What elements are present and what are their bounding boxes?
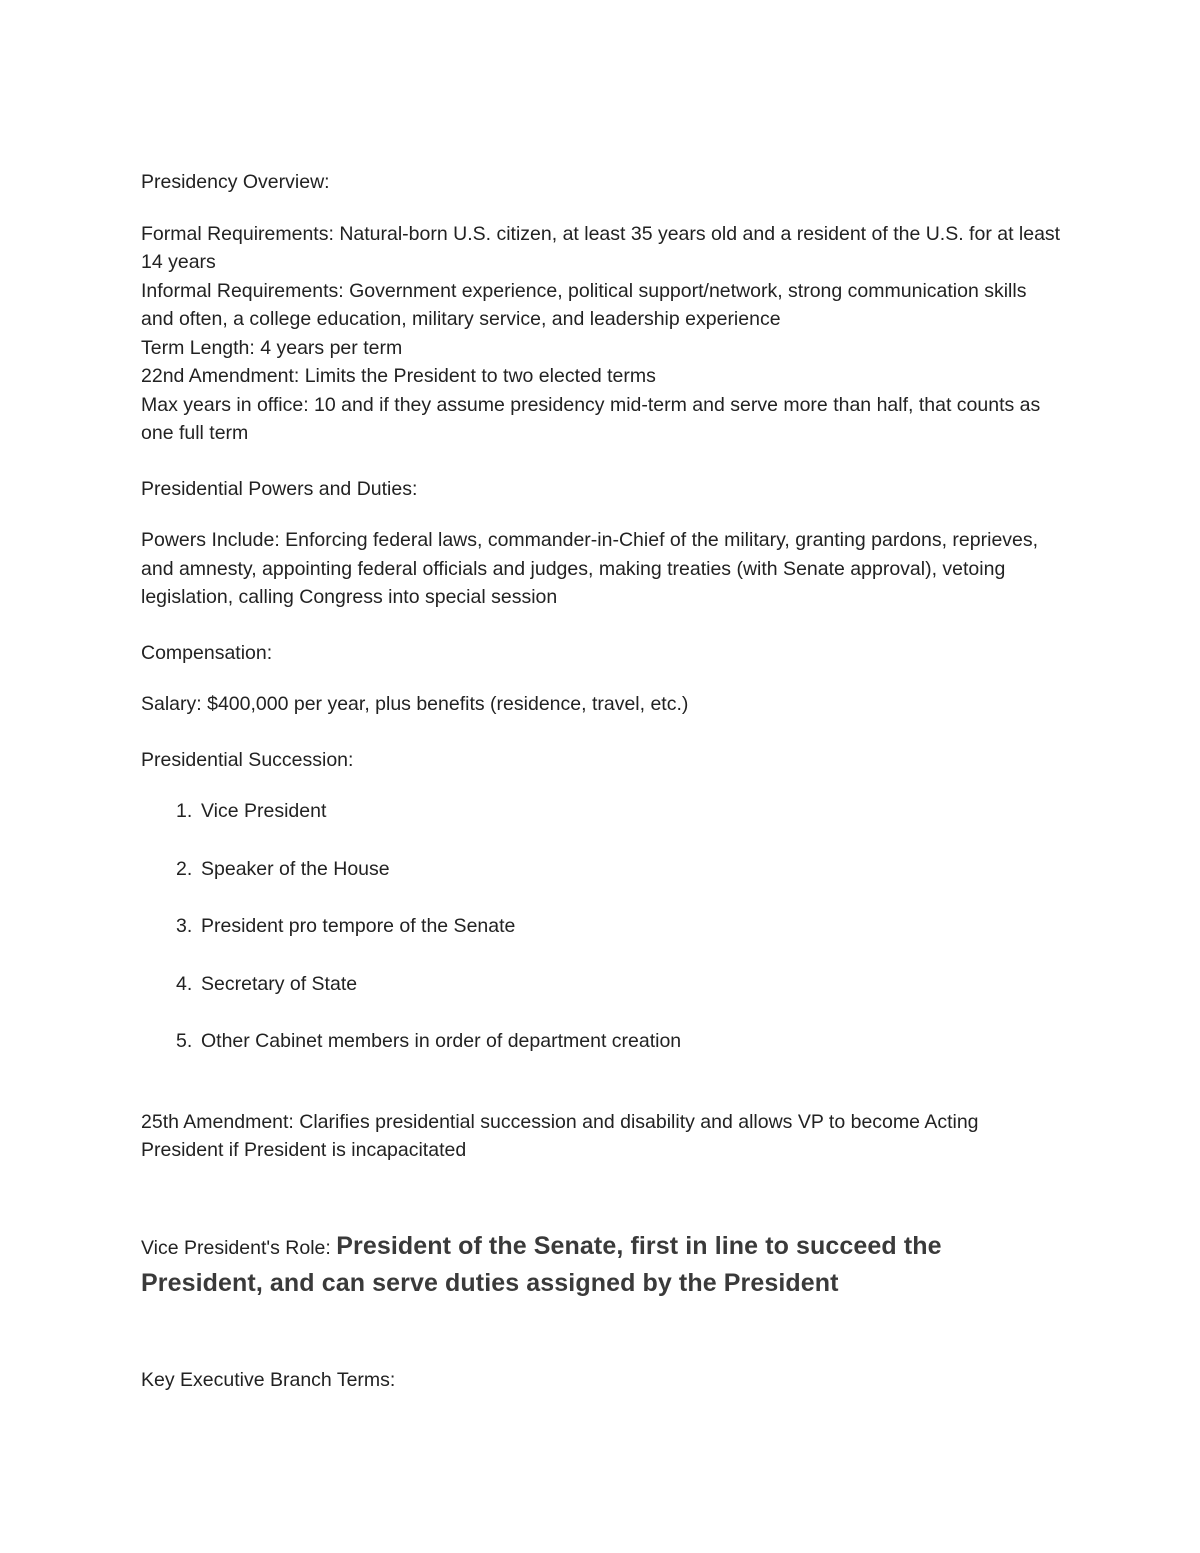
amendment-22: 22nd Amendment: Limits the President to two elected terms (141, 365, 656, 387)
list-number: 1. (176, 800, 193, 822)
informal-requirements: Informal Requirements: Government experience, political support/network, strong communication skills and often, a college education, military service, and leadership experience (141, 279, 1027, 330)
term-length: Term Length: 4 years per term (141, 336, 403, 359)
list-text: Secretary of State (201, 972, 358, 995)
list-number: 3. (176, 915, 193, 937)
list-text: Speaker of the House (201, 857, 390, 880)
vp-role-value: President of the Senate, first in line to succeed the President, and can serve duties assigned by the President (141, 1231, 942, 1297)
list-number: 5. (176, 1030, 193, 1052)
list-item (141, 855, 1061, 884)
succession-heading: Presidential Succession: (141, 748, 354, 771)
list-item (141, 970, 1061, 999)
list-item (141, 797, 1061, 826)
succession-list (141, 797, 1061, 1056)
vp-role-label: Vice President's Role: (141, 1236, 331, 1259)
document-page (141, 168, 1061, 1394)
compensation-heading: Compensation: (141, 641, 273, 664)
powers-heading: Presidential Powers and Duties: (141, 477, 418, 500)
max-years: Max years in office: 10 and if they assume presidency mid-term and serve more than half, that counts as one full term (141, 393, 1041, 444)
list-text: President pro tempore of the Senate (201, 915, 516, 937)
list-item (141, 912, 1061, 941)
list-text: Other Cabinet members in order of department creation (201, 1030, 682, 1052)
salary: Salary: $400,000 per year, plus benefits (residence, travel, etc.) (141, 693, 689, 715)
list-number: 4. (176, 972, 193, 995)
key-terms-heading: Key Executive Branch Terms: (141, 1368, 396, 1391)
list-item (141, 1027, 1061, 1056)
amendment-25: 25th Amendment: Clarifies presidential succession and disability and allows VP to become Acting President if President is incapacitated (141, 1110, 979, 1161)
list-number: 2. (176, 857, 193, 880)
powers-include: Powers Include: Enforcing federal laws, commander-in-Chief of the military, granting pardons, reprieves, and amnesty, appointing federal officials and judges, making treaties (with Senate approval), vetoing legislation, calling Congress into special session (141, 529, 1039, 608)
vp-role (141, 1229, 1061, 1303)
list-text: Vice President (201, 800, 327, 822)
overview-heading: Presidency Overview: (141, 171, 330, 193)
formal-requirements: Formal Requirements: Natural-born U.S. citizen, at least 35 years old and a resident of the U.S. for at least 14 years (141, 222, 1061, 273)
